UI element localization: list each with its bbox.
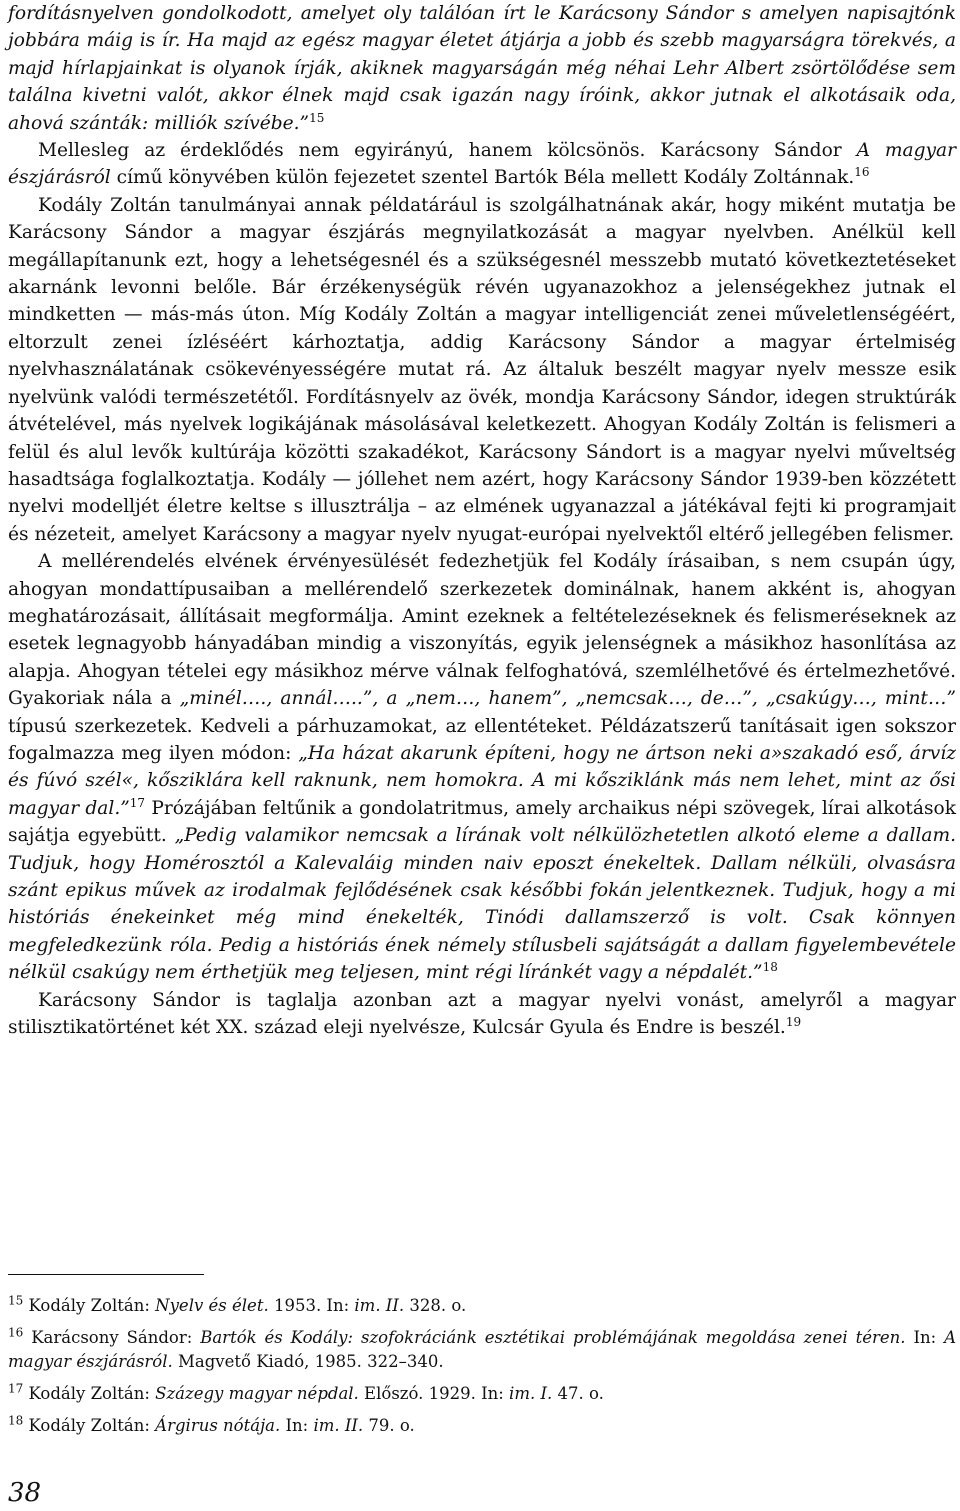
italic-run: im. II. [313,1416,364,1435]
text-run: 1953. In: [268,1296,355,1315]
italic-run: Százegy magyar népdal. [155,1384,359,1403]
text-run: Karácsony Sándor is taglalja azonban azt a magyar nyelvi vonást, amelyről a magyar stilisztikatörténet két XX. század eleji nyelvésze, Kulcsár Gyula és Endre is beszél. [8,989,956,1039]
italic-run: „Ha házat akarunk építeni, hogy ne ártson neki a»szakadó eső, árvíz és fúvó szél«, kősziklára kell raknunk, nem homokra. A mi kősziklánk más nem lehet, mint az ősi magyar dal.” [8,742,956,819]
text-run: 79. o. [363,1416,415,1435]
text-run: Kodály Zoltán: [23,1384,156,1403]
italic-run: Nyelv és élet. [155,1296,269,1315]
footnote-15 [8,1294,956,1318]
italic-run: „Pedig valamikor nemcsak a lírának volt nélkülözhetetlen alkotó eleme a dallam. Tudjuk, hogy Homérosztól a Kalevaláig minden naiv eposzt énekeltek. Dallam nélküli, olvasásra szánt epikus művek az irodalmak fejlődésének csak későbbi fokán jelentkeznek. Tudjuk, hogy a mi históriás énekeinket még mind énekelték, Tinódi dallamszerző is volt. Csak könnyen megfeledkezünk róla. Pedig a históriás ének némely stílusbeli sajátságát a dallam figyelembevétele nélkül csakúgy nem érthetjük meg teljesen, mint régi líránkét vagy a népdalét.” [8,825,956,984]
footnote-ref: 16 [8,1325,24,1340]
footnote-divider [8,1274,204,1275]
italic-run: im. I. [509,1384,553,1403]
paragraph-stylistics [8,987,956,1042]
text-run: 47. o. [552,1384,604,1403]
text-run: 328. o. [404,1296,467,1315]
text-run: Kodály Zoltán: [23,1416,156,1435]
text-run: Magvető Kiadó, 1985. 322–340. [172,1352,444,1371]
text-run: In: [280,1416,314,1435]
footnote-ref: 19 [785,1014,802,1029]
footnote-ref: 15 [309,110,325,125]
text-run: Kodály Zoltán: [23,1296,156,1315]
italic-run: Árgirus nótája. [155,1416,281,1435]
page-body [8,0,956,1041]
text-run: Kodály Zoltán tanulmányai annak példatárául is szolgálhatnának akár, hogy miként mutatja be Karácsony Sándor a magyar észjárás megnyilatkozását a magyar nyelvben. Anélkül kell megállapítanunk ezt, hogy a lehetségesnél és a szükségesnél messzebb mutató következtetéseket akarnánk levonni belőle. Bár érzékenységük révén ugyanazokhoz a jelenségekhez jutnak el mindketten — más-más úton. Míg Kodály Zoltán a magyar intelligenciát zenei műveletlenségéért, eltorzult zenei ízléséért kárhoztatja, addig Karácsony Sándor a magyar értelmiség nyelvhasználatának csökevényességére mutat rá. Az általuk beszélt magyar nyelv messze esik nyelvünk valódi természetétől. Fordításnyelv az övék, mondja Karácsony Sándor, idegen struktúrák átvételével, más nyelvek logikájának másolásával keletkezett. Ahogyan Kodály Zoltán is felismeri a felül és alul levők kultúrája közötti szakadékot, Karácsony Sándort is a magyar nyelvi műveltség hasadtsága foglalkoztatja. Kodály — jóllehet nem azért, hogy Karácsony Sándor 1939-ben közzétett nyelvi modelljét életre keltse s illusztrálja – az elmének ugyanazzal a játékával fejti ki programjait és nézeteit, amelyet Karácsony a magyar nyelv nyugat-európai nyelvektől eltérő jellegében felismer. [8,194,956,545]
footnote-ref: 15 [8,1293,24,1308]
footnote-16 [8,1326,956,1374]
footnote-18 [8,1414,956,1438]
text-run: típusú szerkezetek. Kedveli a párhuzamokat, az ellentéteket. Példázatszerű tanításait igen sokszor fogalmazza meg ilyen módon: [8,715,956,764]
footnote-ref: 18 [762,960,778,975]
footnote-ref: 17 [8,1381,24,1396]
text-run: In: [905,1328,945,1347]
paragraph-coordination [8,548,956,987]
paragraph-studies [8,192,956,548]
italic-run: Bartók és Kodály: szofokráciánk esztétikai problémájának megoldása zenei téren. [200,1328,906,1347]
text-run: Előszó. 1929. In: [358,1384,510,1403]
paragraph-continuation [8,0,956,137]
italic-run: „minél…., annál…..”, a „nem…, hanem”, „nemcsak…, de…”, „csakúgy…, mint…” [179,688,956,710]
footnote-17 [8,1382,956,1406]
text-run: című könyvében külön fejezetet szentel Bartók Béla mellett Kodály Zoltánnak. [110,167,855,189]
italic-run: A magyar észjárásról [8,140,956,189]
footnote-ref: 16 [854,165,870,180]
text-run: Mellesleg az érdeklődés nem egyirányú, hanem kölcsönös. Karácsony Sándor [38,140,857,162]
italic-run: fordításnyelven gondolkodott, amelyet oly találóan írt le Karácsony Sándor s amelyen napisajtónk jobbára máig is ír. Ha majd az egész magyar életet átjárja a jobb és szebb magyarságra törekvés, a majd hírlapjainkat is olyanok írják, akiknek magyarságán még néhai Lehr Albert zsörtölődése sem találna kivetni valót, akkor élnek majd csak igazán nagy íróink, akkor jutnak el alkotásaik oda, ahová szánták: milliók szívébe.” [8,3,956,134]
text-run: Prózájában feltűnik a gondolatritmus, amely archaikus népi szövegek, lírai alkotások sajátja egyebütt. [8,797,956,847]
italic-run: A magyar észjárásról. [8,1328,956,1371]
page-number: 38 [8,1478,42,1508]
italic-run: im. II. [354,1296,405,1315]
footnotes [8,1294,956,1446]
paragraph-interest [8,137,956,192]
footnote-ref: 18 [8,1413,24,1428]
text-run: Karácsony Sándor: [23,1328,201,1347]
footnote-ref: 17 [129,795,146,810]
text-run: A mellérendelés elvének érvényesülését fedezhetjük fel Kodály írásaiban, s nem csupán úgy, ahogyan mondattípusaiban a mellérendelő szerkezetek dominálnak, hanem akként is, ahogyan meghatározásait, állításait megformálja. Amint ezeknek a feltételezéseknek és felismeréseknek az esetek legnagyobb hányadában mindig a viszonyítás, egyik jelenségnek a másikhoz hasonlítása az alapja. Ahogyan tételei egy másikhoz mérve válnak felfoghatóvá, szemlélhetővé és értelmezhetővé. Gyakoriak nála a [8,551,956,710]
